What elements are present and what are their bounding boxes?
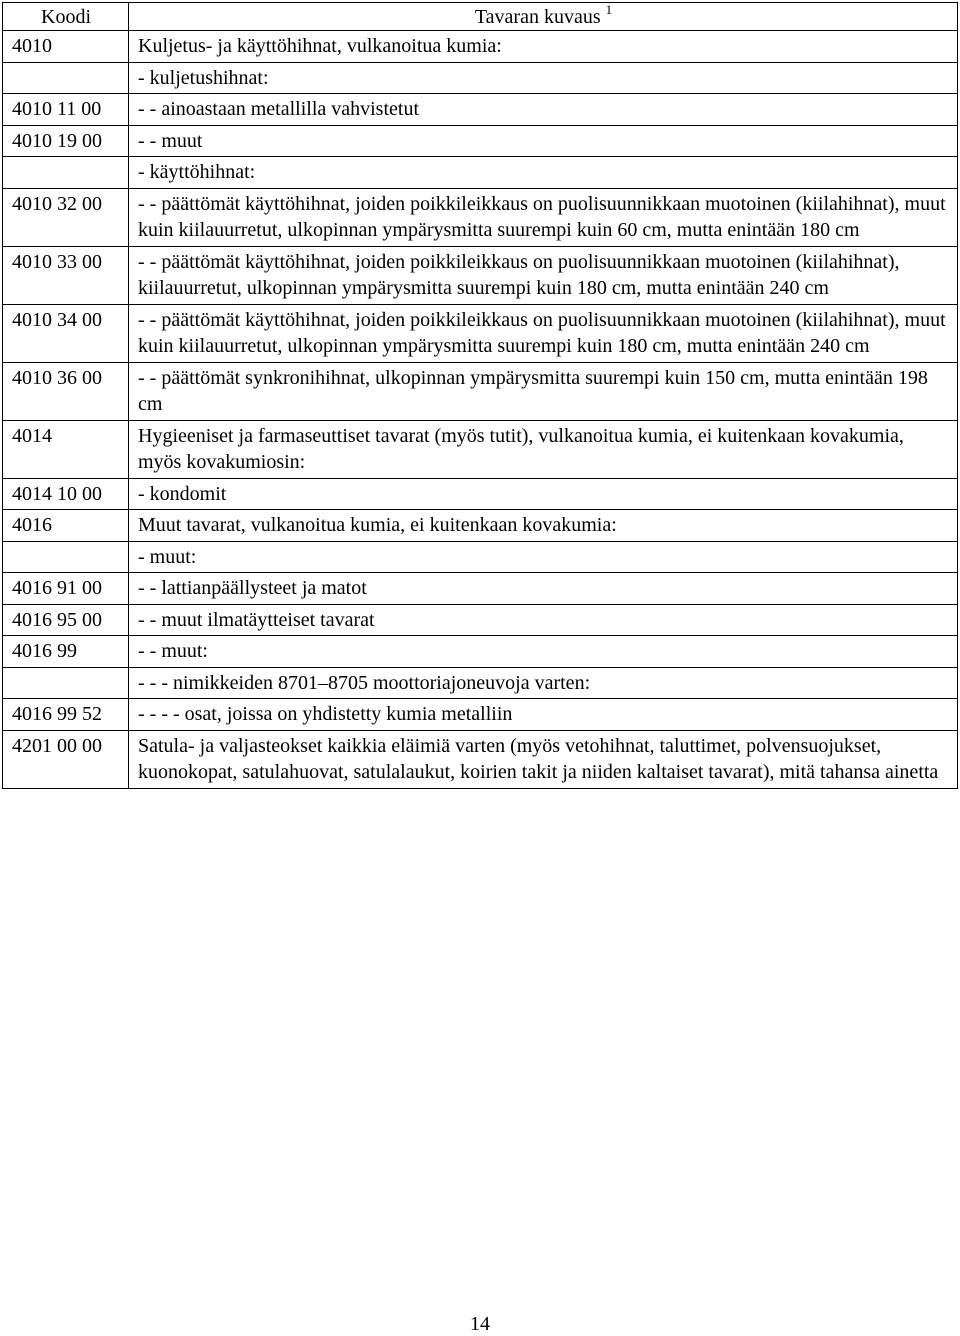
row-code: 4010 33 00 [3,246,129,304]
row-code: 4016 95 00 [3,604,129,636]
table-row [3,420,958,478]
row-description: - - - - osat, joissa on yhdistetty kumia metalliin [129,699,958,731]
row-description: Hygieeniset ja farmaseuttiset tavarat (myös tutit), vulkanoitua kumia, ei kuitenkaan kovakumia, myös kovakumiosin: [129,420,958,478]
row-code [3,157,129,189]
table-row [3,573,958,605]
table-row [3,157,958,189]
row-description: - - lattianpäällysteet ja matot [129,573,958,605]
row-description: - - päättömät synkronihihnat, ulkopinnan ympärysmitta suurempi kuin 150 cm, mutta enintään 198 cm [129,362,958,420]
row-code [3,62,129,94]
row-description: - kuljetushihnat: [129,62,958,94]
row-code: 4201 00 00 [3,730,129,788]
row-description: Muut tavarat, vulkanoitua kumia, ei kuitenkaan kovakumia: [129,510,958,542]
table-row [3,541,958,573]
row-description: - - päättömät käyttöhihnat, joiden poikkileikkaus on puolisuunnikkaan muotoinen (kiilahihnat), kiilauurretut, ulkopinnan ympärysmitta suurempi kuin 180 cm, mutta enintään 240 cm [129,246,958,304]
row-description: - muut: [129,541,958,573]
row-code: 4010 32 00 [3,188,129,246]
table-row [3,62,958,94]
tariff-table-body [3,3,958,789]
row-code: 4010 [3,31,129,63]
table-row [3,94,958,126]
row-code: 4016 [3,510,129,542]
row-code: 4010 11 00 [3,94,129,126]
table-row [3,667,958,699]
table-row [3,246,958,304]
row-code: 4014 [3,420,129,478]
row-description: - käyttöhihnat: [129,157,958,189]
row-code: 4016 99 [3,636,129,668]
row-code: 4010 34 00 [3,304,129,362]
header-description [129,3,958,31]
row-description: - - - nimikkeiden 8701–8705 moottoriajoneuvoja varten: [129,667,958,699]
row-code: 4016 99 52 [3,699,129,731]
table-row [3,188,958,246]
row-code: 4010 36 00 [3,362,129,420]
table-row [3,699,958,731]
table-row [3,362,958,420]
row-code: 4016 91 00 [3,573,129,605]
table-row [3,31,958,63]
row-code [3,541,129,573]
page-number: 14 [470,1313,490,1335]
footnote-mark: 1 [605,2,613,18]
row-code: 4014 10 00 [3,478,129,510]
table-row [3,125,958,157]
table-row [3,604,958,636]
table-row [3,730,958,788]
table-row [3,478,958,510]
table-row [3,636,958,668]
header-code [3,3,129,31]
row-description: - - päättömät käyttöhihnat, joiden poikkileikkaus on puolisuunnikkaan muotoinen (kiilahihnat), muut kuin kiilauurretut, ulkopinnan ympärysmitta suurempi kuin 60 cm, mutta enintään 180 cm [129,188,958,246]
table-row [3,304,958,362]
table-header-row [3,3,958,31]
tariff-table [2,2,958,789]
row-description: - - muut [129,125,958,157]
row-description: - - muut: [129,636,958,668]
table-row [3,510,958,542]
row-description: Kuljetus- ja käyttöhihnat, vulkanoitua kumia: [129,31,958,63]
row-description: Satula- ja valjasteokset kaikkia eläimiä varten (myös vetohihnat, taluttimet, polvensuojukset, kuonokopat, satulahuovat, satulalaukut, koirien takit ja niiden kaltaiset tavarat), mitä tahansa ainetta [129,730,958,788]
row-description: - kondomit [129,478,958,510]
row-code [3,667,129,699]
row-description: - - muut ilmatäytteiset tavarat [129,604,958,636]
row-code: 4010 19 00 [3,125,129,157]
header-code-label: Koodi [41,6,91,28]
header-description-label: Tavaran kuvaus [474,6,601,28]
row-description: - - päättömät käyttöhihnat, joiden poikkileikkaus on puolisuunnikkaan muotoinen (kiilahihnat), muut kuin kiilauurretut, ulkopinnan ympärysmitta suurempi kuin 180 cm, mutta enintään 240 cm [129,304,958,362]
row-description: - - ainoastaan metallilla vahvistetut [129,94,958,126]
